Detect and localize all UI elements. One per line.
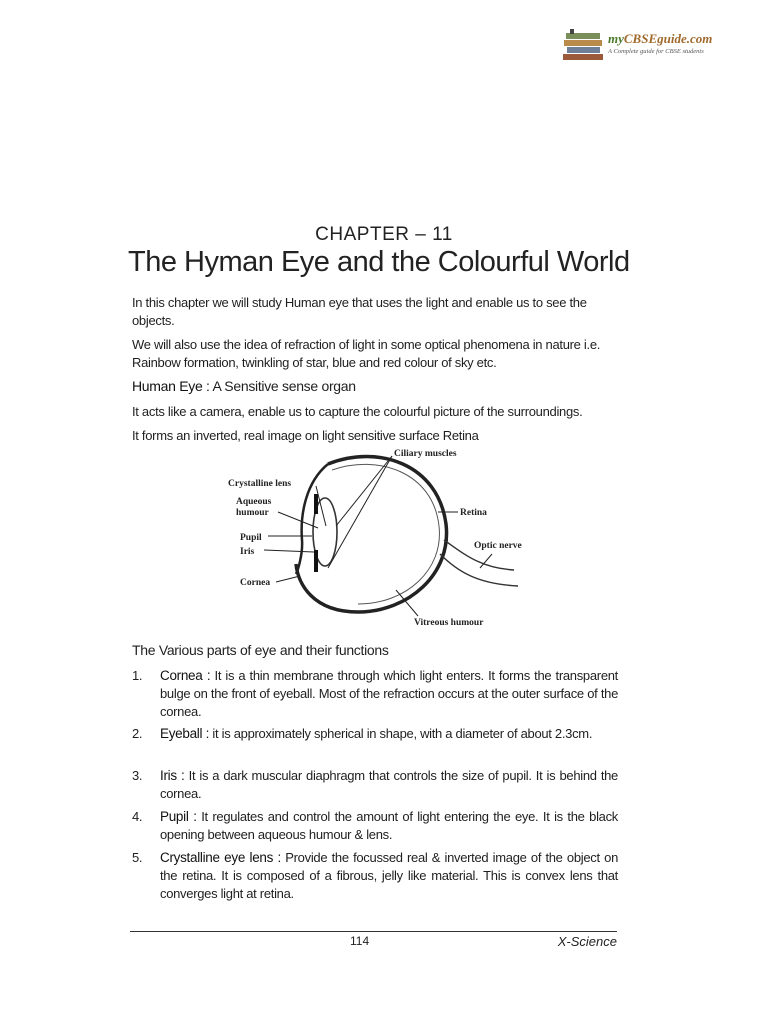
list-item-text: it is approximately spherical in shape, with a diameter of about 2.3cm. [209, 726, 593, 741]
label-optic-nerve: Optic nerve [474, 541, 522, 551]
list-item-number: 4. [132, 809, 143, 824]
human-eye-line-2: It forms an inverted, real image on light sensitive surface Retina [132, 428, 479, 443]
list-item-term: Crystalline eye lens : [160, 850, 281, 865]
logo-tagline: A Complete guide for CBSE students [608, 48, 704, 55]
list-item [132, 667, 618, 721]
list-item-text: It is a dark muscular diaphragm that controls the size of pupil. It is behind the cornea. [160, 768, 618, 801]
human-eye-subtitle: A Sensitive sense organ [212, 378, 356, 394]
footer-divider [130, 931, 617, 932]
list-item-number: 3. [132, 768, 143, 783]
site-logo [562, 27, 720, 63]
label-vitreous-humour: Vitreous humour [414, 618, 484, 628]
human-eye-heading [132, 378, 356, 394]
label-ciliary-muscles: Ciliary muscles [394, 449, 457, 459]
list-item-number: 2. [132, 726, 143, 741]
label-aqueous-humour-2: humour [236, 508, 269, 518]
list-item [132, 849, 618, 903]
list-item [132, 767, 618, 803]
list-item-term: Iris : [160, 768, 185, 783]
list-item [132, 725, 618, 743]
intro-paragraph-2: We will also use the idea of refraction of light in some optical phenomena in nature i.e. Rainbow formation, twinkling of star, blue and red colour of sky etc. [132, 337, 601, 370]
list-item-number: 5. [132, 850, 143, 865]
human-eye-label: Human Eye : [132, 378, 210, 394]
human-eye-line-1: It acts like a camera, enable us to capture the colourful picture of the surroundings. [132, 404, 583, 419]
label-pupil: Pupil [240, 533, 262, 543]
list-item-term: Eyeball : [160, 726, 210, 741]
eyeball-outline [296, 457, 447, 613]
list-item-text: It regulates and control the amount of light entering the eye. It is the black opening between aqueous humour & lens. [160, 809, 619, 842]
page-title: The Hyman Eye and the Colourful World [128, 246, 630, 278]
footer-subject: X-Science [557, 934, 617, 949]
page-number: 114 [350, 934, 370, 948]
label-crystalline-lens: Crystalline lens [228, 479, 292, 489]
list-item-number: 1. [132, 668, 143, 683]
list-item [132, 808, 618, 844]
parts-heading: The Various parts of eye and their functions [132, 642, 389, 658]
logo-brand: myCBSEguide.com [608, 31, 713, 46]
list-item-term: Pupil : [160, 809, 197, 824]
intro-paragraph-1: In this chapter we will study Human eye that uses the light and enable us to see the objects. [132, 295, 587, 328]
cornea-shape [296, 464, 328, 574]
list-item-term: Cornea : [160, 668, 211, 683]
list-item-text: Provide the focussed real & inverted image of the object on the retina. It is composed of a fibrous, jelly like material. This is convex lens that converges light at retina. [160, 850, 618, 901]
list-item-text: It is a thin membrane through which light enters. It forms the transparent bulge on the front of eyeball. Most of the refraction occurs at the outer surface of the cornea. [160, 668, 618, 719]
label-aqueous-humour-1: Aqueous [236, 497, 272, 507]
label-iris: Iris [240, 547, 255, 557]
eye-diagram [228, 444, 540, 634]
books-icon [562, 29, 606, 61]
chapter-label: CHAPTER – 11 [315, 224, 453, 245]
label-cornea: Cornea [240, 578, 271, 588]
label-retina: Retina [460, 508, 487, 518]
